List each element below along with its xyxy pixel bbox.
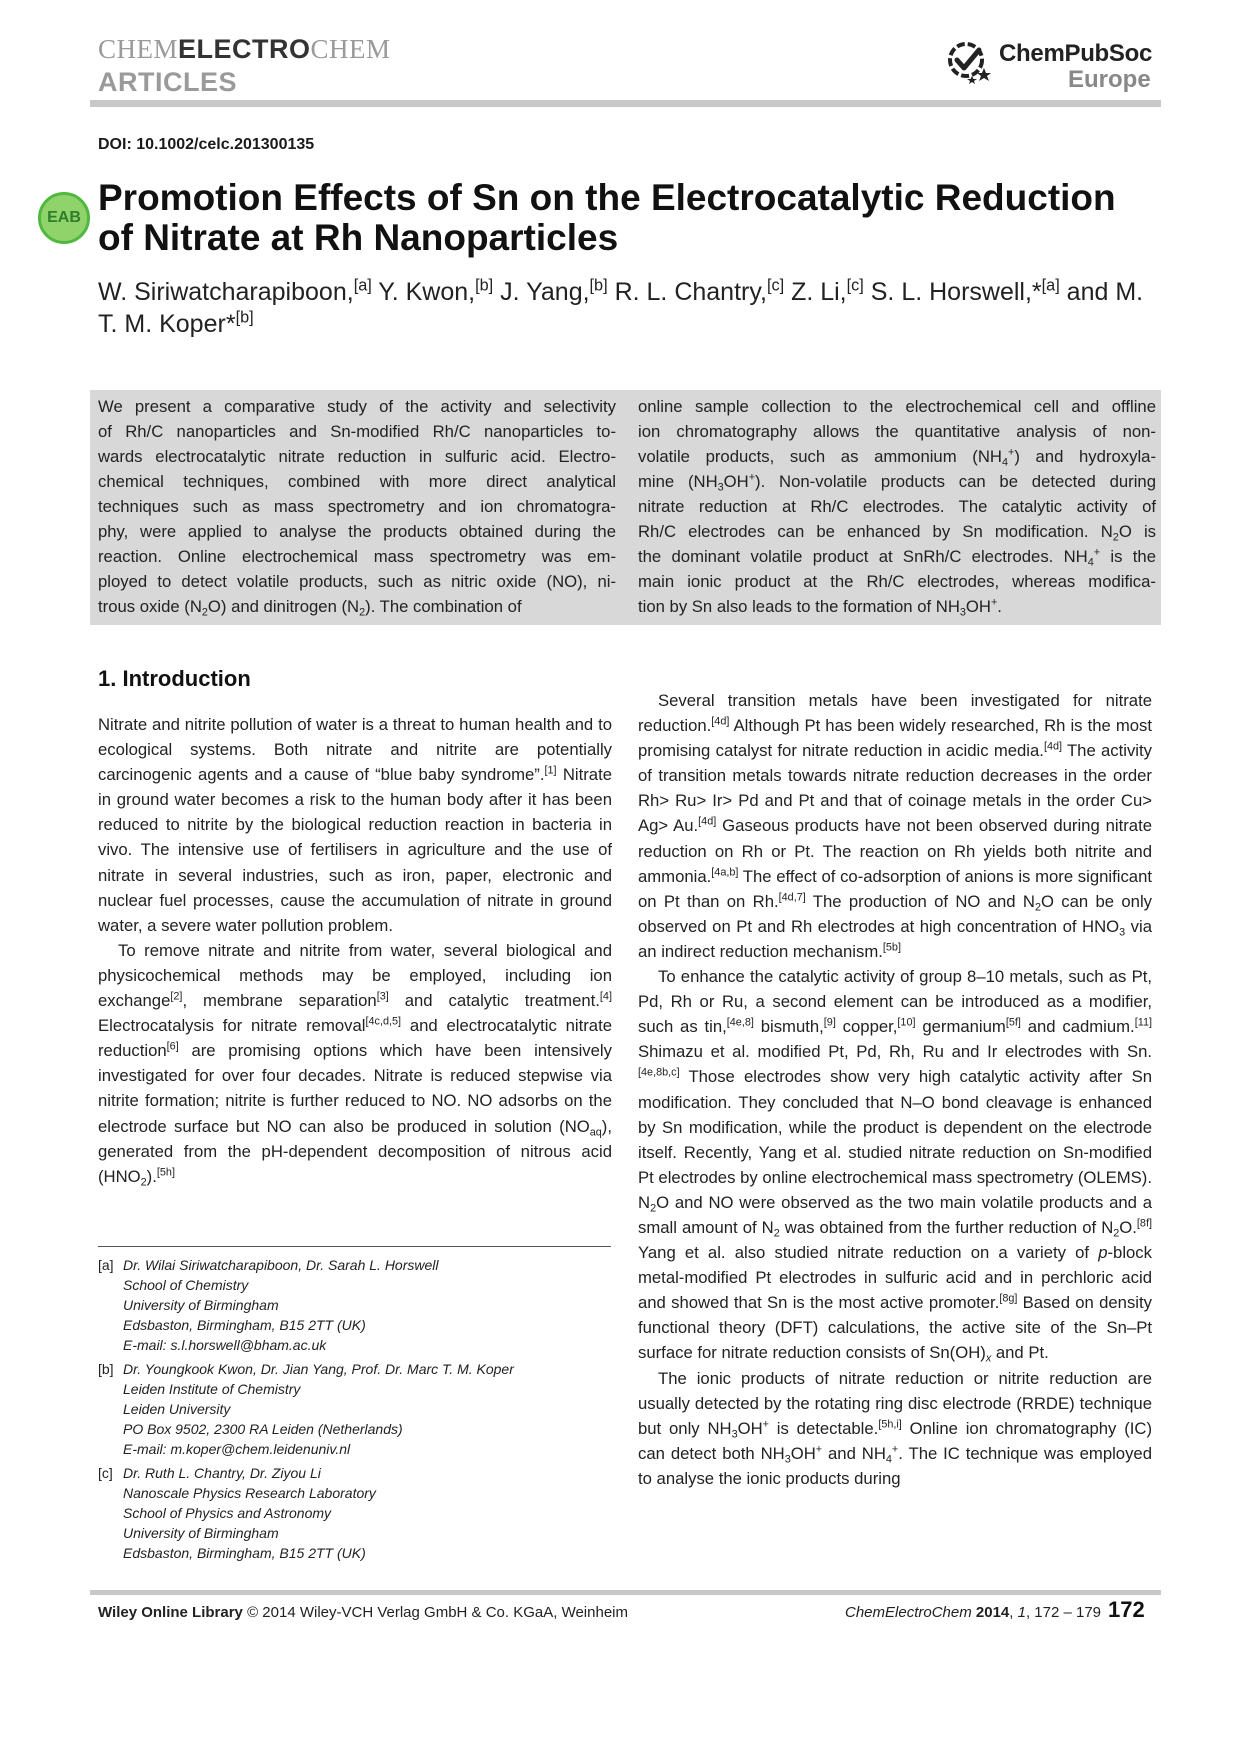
- abstract-left-column: [98, 394, 616, 619]
- author-name: S. L. Horswell,*: [870, 278, 1042, 306]
- footnote-line: Dr. Ruth L. Chantry, Dr. Ziyou Li: [123, 1465, 321, 1481]
- abstract-line: nitrate reduction at Rh/C electrodes. The catalytic activity of: [638, 497, 1156, 516]
- abstract-line: chemical techniques, combined with more direct analytical: [98, 472, 616, 491]
- affiliation-footnote: [98, 1255, 618, 1355]
- author-name: Y. Kwon,: [378, 278, 476, 306]
- abstract-line: phy, were applied to analyse the products obtained during the: [98, 522, 616, 541]
- article-title: Promotion Effects of Sn on the Electrocatalytic Reduction of Nitrate at Rh Nanoparticles: [98, 177, 1116, 258]
- body-left-column: [98, 712, 612, 1189]
- author-affiliation-marker: [c]: [766, 276, 785, 295]
- body-paragraph: The ionic products of nitrate reduction or nitrite reduction are usually detected by the rotating ring disc electrode (RRDE) technique but only $NH_3OH^+$ is detectable.[5h,i] Online ion chromatography (IC) can detect both $NH_3OH^+$ and $NH_4^+$. The IC technique was employed to analyse the ionic products during: [638, 1368, 1153, 1488]
- abstract-line: tion by Sn also leads to the formation of $NH_3OH^+$.: [638, 596, 1002, 619]
- footnote-tag: [b]: [98, 1361, 114, 1377]
- footnote-line: Edsbaston, Birmingham, B15 2TT (UK): [123, 1317, 366, 1333]
- abstract-line: Rh/C electrodes can be enhanced by Sn modification. $N_2O$ is: [638, 522, 1156, 544]
- footnote-line: Leiden University: [123, 1401, 231, 1417]
- footnote-line: Dr. Wilai Siriwatcharapiboon, Dr. Sarah L. Horswell: [123, 1257, 439, 1273]
- abstract-line: ion chromatography allows the quantitative analysis of non-: [638, 422, 1156, 441]
- email-link[interactable]: E-mail: m.koper@chem.leidenuniv.nl: [123, 1441, 351, 1457]
- abstract-right-column: [638, 394, 1156, 619]
- author-list: W. Siriwatcharapiboon,[a] Y. Kwon,[b] J. Yang,[b] R. L. Chantry,[c] Z. Li,[c] S. L. Horswell,*[a] and M. T. M. Koper*[b]: [98, 276, 1144, 338]
- footnote-tag: [c]: [98, 1465, 113, 1481]
- footnote-line: School of Chemistry: [123, 1277, 249, 1293]
- abstract-line: wards electrocatalytic nitrate reduction in sulfuric acid. Electro-: [98, 447, 616, 466]
- author-affiliation-marker: [b]: [589, 276, 608, 295]
- abstract-line: of Rh/C nanoparticles and Sn-modified Rh/C nanoparticles to-: [98, 422, 616, 441]
- abstract-line: main ionic product at the Rh/C electrodes, whereas modifica-: [638, 572, 1156, 591]
- author-name: R. L. Chantry,: [614, 278, 767, 306]
- footer-copyright: [98, 1604, 628, 1621]
- abstract-line: the dominant volatile product at SnRh/C electrodes. $NH_4^+$ is the: [638, 546, 1156, 569]
- author-name: J. Yang,: [500, 278, 590, 306]
- footer-citation: ChemElectroChem 2014, 1, 172 – 179: [845, 1604, 1102, 1621]
- publisher-region: Europe: [1068, 66, 1151, 93]
- abstract-line: techniques such as mass spectrometry and ion chromatogra-: [98, 497, 616, 516]
- footnote-line: Dr. Youngkook Kwon, Dr. Jian Yang, Prof. Dr. Marc T. M. Koper: [123, 1361, 514, 1377]
- body-paragraph: Nitrate and nitrite pollution of water is a threat to human health and to ecological systems. Both nitrate and nitrite are potentially carcinogenic agents and a cause of “blue baby syndrome”.[1] Nitrate in ground water becomes a risk to the human body after it has been reduced to nitrite by the biological reduction reaction in bacteria in vivo. The intensive use of fertilisers in agriculture and the use of nitrate in several industries, such as iron, paper, electronic and nuclear fuel processes, cause the accumulation of nitrate in ground water, a severe water pollution problem.: [98, 715, 612, 935]
- wiley-library-link[interactable]: Wiley Online Library: [98, 1604, 243, 1621]
- author-affiliation-marker: [b]: [475, 276, 494, 295]
- journal-name: CHEMELECTROCHEM: [98, 34, 391, 64]
- author-name: M. T. M. Koper*: [98, 278, 1144, 338]
- section-heading: 1. Introduction: [98, 666, 251, 691]
- footnote-line: Nanoscale Physics Research Laboratory: [123, 1485, 376, 1501]
- author-affiliation-marker: [a]: [353, 276, 372, 295]
- abstract-line: reaction. Online electrochemical mass spectrometry was em-: [98, 547, 616, 566]
- affiliation-footnotes: [98, 1255, 618, 1567]
- footer-rule: [90, 1590, 1161, 1595]
- star-checkmark-logo-icon: [946, 38, 994, 86]
- abstract-line: ployed to detect volatile products, such as nitric oxide (NO), ni-: [98, 572, 616, 591]
- page-number: 172: [1108, 1597, 1145, 1622]
- abstract-line: We present a comparative study of the activity and selectivity: [98, 397, 616, 416]
- footnote-line: University of Birmingham: [123, 1297, 279, 1313]
- footnote-tag: [a]: [98, 1257, 114, 1273]
- author-affiliation-marker: [a]: [1041, 276, 1060, 295]
- body-right-column: [638, 688, 1152, 1491]
- header-rule: [90, 100, 1161, 107]
- footnote-line: PO Box 9502, 2300 RA Leiden (Netherlands): [123, 1421, 403, 1437]
- doi[interactable]: DOI: 10.1002/celc.201300135: [98, 136, 315, 153]
- affiliation-footnote: [98, 1463, 618, 1563]
- body-paragraph: Several transition metals have been investigated for nitrate reduction.[4d] Although Pt has been widely researched, Rh is the most promising catalyst for nitrate reduction in acidic media.[4d] The activity of transition metals towards nitrate reduction decreases in the order Rh> Ru> Ir> Pd and Pt and that of coinage metals in the order Cu> Ag> Au.[4d] Gaseous products have not been observed during nitrate reduction on Rh or Pt. The reaction on Rh yields both nitrite and ammonia.[4a,b] The effect of co-adsorption of anions is more significant on Pt than on Rh.[4d,7] The production of NO and $N_2O$ can be only observed on Pt and Rh electrodes at high concentration of $HNO_3$ via an indirect reduction mechanism.[5b]: [638, 691, 1153, 961]
- copyright-text: © 2014 Wiley-VCH Verlag GmbH & Co. KGaA, Weinheim: [247, 1604, 628, 1621]
- body-paragraph: To enhance the catalytic activity of group 8–10 metals, such as Pt, Pd, Rh or Ru, a second element can be introduced as a modifier, such as tin,[4e,8] bismuth,[9] copper,[10] germanium[5f] and cadmium.[11] Shimazu et al. modified Pt, Pd, Rh, Ru and Ir electrodes with Sn.[4e,8b,c] Those electrodes show very high catalytic activity after Sn modification. They concluded that N–O bond cleavage is enhanced by Sn modification, while the product is dependent on the electrode itself. Recently, Yang et al. studied nitrate reduction on Sn-modified Pt electrodes by online electrochemical mass spectrometry (OLEMS). $N_2O$ and NO were observed as the two main volatile products and a small amount of $N_2$ was obtained from the further reduction of $N_2O.[8f]$ Yang et al. also studied nitrate reduction on a variety of p-block metal-modified Pt electrodes in sulfuric acid and in perchloric acid and showed that Sn is the most active promoter.[8g] Based on density functional theory (DFT) calculations, the active site of the Sn–Pt surface for nitrate reduction consists of $Sn(OH)_x$ and Pt.: [638, 967, 1152, 1365]
- abstract-line: online sample collection to the electrochemical cell and offline: [638, 397, 1156, 416]
- abstract-line: trous oxide $(N_2O)$ and dinitrogen $(N_2)$. The combination of: [98, 597, 522, 619]
- author-name: W. Siriwatcharapiboon,: [98, 278, 354, 306]
- author-affiliation-marker: [b]: [235, 308, 254, 327]
- footnote-rule: [98, 1246, 611, 1247]
- footnote-line: School of Physics and Astronomy: [123, 1505, 332, 1521]
- body-paragraph: To remove nitrate and nitrite from water, several biological and physicochemical methods may be employed, including ion exchange[2], membrane separation[3] and catalytic treatment.[4] Electrocatalysis for nitrate removal[4c,d,5] and electrocatalytic nitrate reduction[6] are promising options which have been intensively investigated for over four decades. Nitrate is reduced stepwise via nitrite formation; nitrite is further reduced to NO. NO adsorbs on the electrode surface but NO can also be produced in solution $(NO_{aq})$, generated from the pH-dependent decomposition of nitrous acid $(HNO_2).[5h]$: [98, 940, 612, 1188]
- affiliation-footnote: [98, 1359, 618, 1459]
- footnote-line: Edsbaston, Birmingham, B15 2TT (UK): [123, 1545, 366, 1561]
- eab-badge: EAB: [38, 192, 90, 244]
- abstract-line: mine $(NH_3OH^+)$. Non-volatile products can be detected during: [638, 471, 1156, 494]
- email-link[interactable]: E-mail: s.l.horswell@bham.ac.uk: [123, 1337, 327, 1353]
- section-label: ARTICLES: [98, 67, 237, 97]
- abstract-line: volatile products, such as ammonium $(NH_4^+)$ and hydroxyla-: [638, 446, 1156, 469]
- footnote-line: University of Birmingham: [123, 1525, 279, 1541]
- author-affiliation-marker: [c]: [846, 276, 864, 295]
- publisher-name: ChemPubSoc: [999, 40, 1153, 67]
- footnote-line: Leiden Institute of Chemistry: [123, 1381, 301, 1397]
- author-name: Z. Li,: [791, 278, 847, 306]
